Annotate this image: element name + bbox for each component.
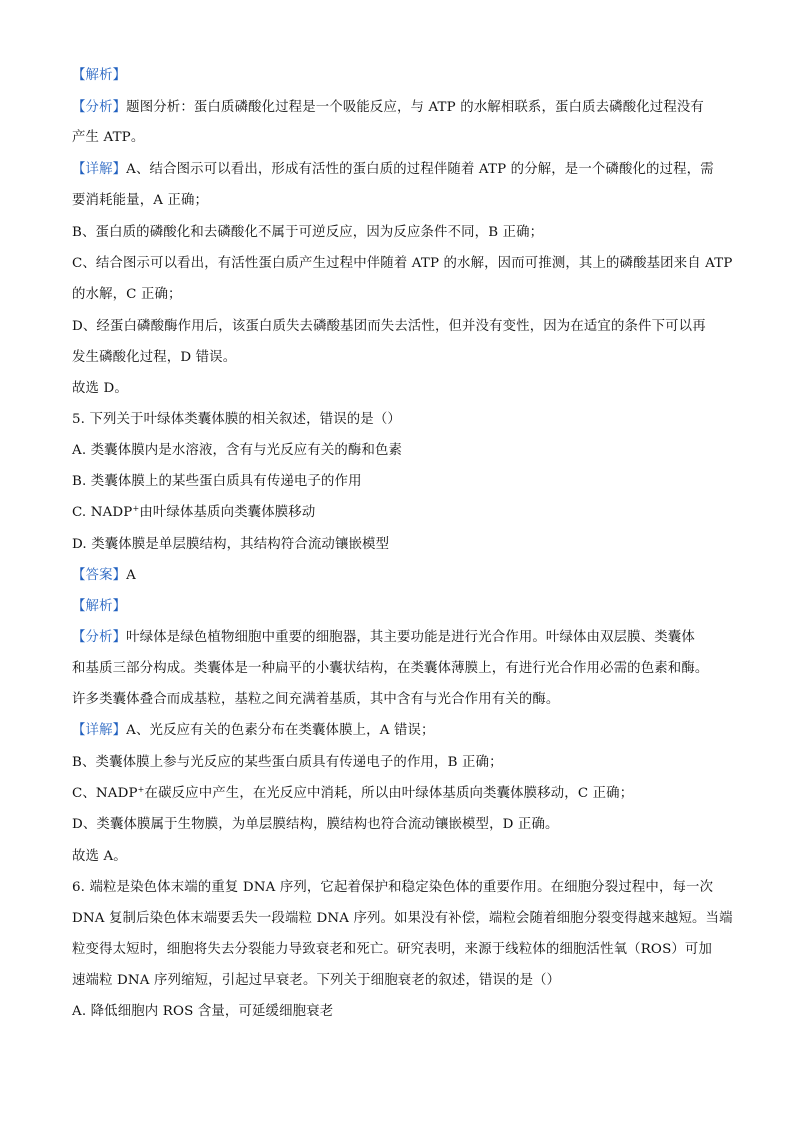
q5-xiangjie-line <box>72 721 732 741</box>
q4-option-a-explain: A、结合图示可以看出，形成有活性的蛋白质的过程伴随着 ATP 的分解，是一个磷酸化的过程，需 <box>126 162 714 177</box>
q5-option-c <box>72 503 732 523</box>
q5-option-c-sup: + <box>132 504 140 513</box>
q6-stem-line-3: 粒变得太短时，细胞将失去分裂能力导致衰老和死亡。研究表明，来源于线粒体的细胞活性氧（ROS）可加 <box>72 942 713 957</box>
q5-answer-line <box>72 566 732 586</box>
section-tag-fenxi: 【分析】 <box>72 100 127 115</box>
q6-stem-line-4: 速端粒 DNA 序列缩短，引起过早衰老。下列关于细胞衰老的叙述，错误的是（） <box>72 973 561 988</box>
q4-option-d-explain: D、经蛋白磷酸酶作用后，该蛋白质失去磷酸基团而失去活性，但并没有变性，因为在适宜的条件下可以再 <box>72 319 706 334</box>
section-tag-jiexi: 【解析】 <box>72 68 127 83</box>
q5-fenxi-line-2: 和基质三部分构成。类囊体是一种扁平的小囊状结构，在类囊体薄膜上，有进行光合作用必需的色素和酶。 <box>72 661 709 676</box>
q5-option-c-explain <box>72 784 732 804</box>
section-tag-xiangjie: 【详解】 <box>72 162 127 177</box>
q5-option-b-explain: B、类囊体膜上参与光反应的某些蛋白质具有传递电子的作用，B 正确； <box>72 755 503 770</box>
q6-stem-line-2: DNA 复制后染色体末端要丢失一段端粒 DNA 序列。如果没有补偿，端粒会随着细胞分裂变得越来越短。当端 <box>72 911 733 926</box>
q5-stem: 5. 下列关于叶绿体类囊体膜的相关叙述，错误的是（） <box>72 412 401 427</box>
q5-option-c-post: 由叶绿体基质向类囊体膜移动 <box>139 505 316 520</box>
q5-option-b: B. 类囊体膜上的某些蛋白质具有传递电子的作用 <box>72 474 362 489</box>
q5-option-c-pre: C. NADP <box>72 505 133 520</box>
section-tag-answer: 【答案】 <box>72 568 127 583</box>
q4-jiexi-heading <box>72 66 732 86</box>
q4-option-d-explain-cont: 发生磷酸化过程，D 错误。 <box>72 350 237 365</box>
q5-answer-value: A <box>126 568 136 583</box>
q5-option-c-explain-sup: + <box>137 785 145 794</box>
q5-option-d-explain: D、类囊体膜属于生物膜，为单层膜结构，膜结构也符合流动镶嵌模型，D 正确。 <box>72 817 559 832</box>
q5-fenxi-text: 叶绿体是绿色植物细胞中重要的细胞器，其主要功能是进行光合作用。叶绿体由双层膜、类囊体 <box>126 630 695 645</box>
q4-fenxi-text: 题图分析：蛋白质磷酸化过程是一个吸能反应，与 ATP 的水解相联系，蛋白质去磷酸化过程没有 <box>126 100 704 115</box>
q4-choose: 故选 D。 <box>72 381 128 396</box>
q4-option-b-explain: B、蛋白质的磷酸化和去磷酸化不属于可逆反应，因为反应条件不同，B 正确； <box>72 225 544 240</box>
q4-fenxi-line-2: 产生 ATP。 <box>72 130 145 145</box>
q5-jiexi-heading <box>72 597 732 617</box>
q4-fenxi-line-1 <box>72 98 732 118</box>
q5-option-a-explain: A、光反应有关的色素分布在类囊体膜上，A 错误； <box>126 723 435 738</box>
q4-option-a-explain-cont: 要消耗能量，A 正确； <box>72 193 209 208</box>
section-tag-jiexi: 【解析】 <box>72 599 127 614</box>
q4-option-c-explain-cont: 的水解，C 正确； <box>72 287 182 302</box>
q5-option-c-explain-pre: C、NADP <box>72 786 138 801</box>
section-tag-fenxi: 【分析】 <box>72 630 127 645</box>
q5-option-d: D. 类囊体膜是单层膜结构，其结构符合流动镶嵌模型 <box>72 537 390 552</box>
q4-option-c-explain: C、结合图示可以看出，有活性蛋白质产生过程中伴随着 ATP 的水解，因而可推测，其上的磷酸基团来自 ATP <box>72 256 733 271</box>
q5-option-a: A. 类囊体膜内是水溶液，含有与光反应有关的酶和色素 <box>72 443 403 458</box>
q5-fenxi-line-3: 许多类囊体叠合而成基粒，基粒之间充满着基质，其中含有与光合作用有关的酶。 <box>72 692 560 707</box>
q5-fenxi-line-1 <box>72 628 732 648</box>
q5-choose: 故选 A。 <box>72 849 127 864</box>
q4-xiangjie-line-1 <box>72 160 732 180</box>
q6-stem-line-1: 6. 端粒是染色体末端的重复 DNA 序列，它起着保护和稳定染色体的重要作用。在细胞分裂过程中，每一次 <box>72 880 714 895</box>
section-tag-xiangjie: 【详解】 <box>72 723 127 738</box>
q6-option-a: A. 降低细胞内 ROS 含量，可延缓细胞衰老 <box>72 1004 334 1019</box>
q5-option-c-explain-post: 在碳反应中产生，在光反应中消耗，所以由叶绿体基质向类囊体膜移动，C 正确； <box>144 786 634 801</box>
